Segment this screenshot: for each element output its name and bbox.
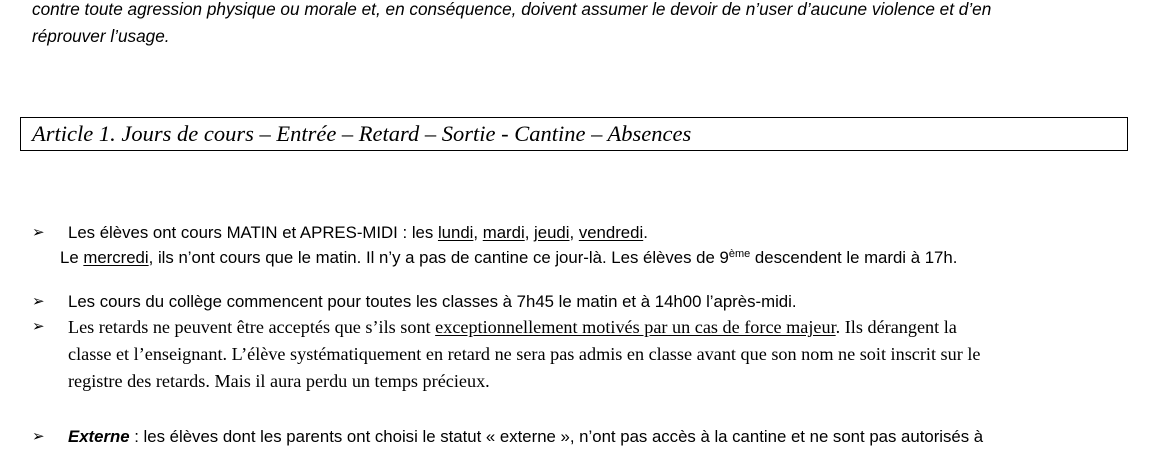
hours-line: Les cours du collège commencent pour toutes les classes à 7h45 le matin et à 14h00 l’après-midi. [68, 292, 797, 311]
days-line-2-prefix: Le [60, 248, 84, 267]
bullet-arrow-icon: ➢ [32, 224, 45, 241]
day-lundi: lundi [437, 223, 474, 242]
days-line-2-text: , ils n’ont cours que le matin. Il n’y a pas de cantine ce jour-là. Les élèves de 9 [148, 248, 729, 267]
days-prefix: Les élèves ont cours MATIN et APRES-MIDI : les [68, 223, 438, 242]
day-mardi: mardi [482, 223, 525, 242]
intro-paragraph [32, 0, 1142, 50]
intro-line-1: contre toute agression physique ou morale et, en conséquence, doivent assumer le devoir de n’user d’aucune violence et d’en [32, 0, 992, 19]
days-line-2-end: descendent le mardi à 17h. [750, 248, 958, 267]
days-line-1 [68, 222, 648, 244]
days-separator: , [524, 223, 535, 242]
bullet-arrow-icon: ➢ [32, 318, 45, 335]
article-heading-box [20, 117, 1128, 151]
lateness-line-1 [68, 316, 957, 338]
external-line [68, 426, 983, 448]
lateness-underlined: exceptionnellement motivés par un cas de force majeur [435, 317, 836, 337]
intro-line-2: réprouver l’usage. [32, 26, 170, 46]
bullet-arrow-icon: ➢ [32, 293, 45, 310]
ordinal-superscript: ème [728, 248, 751, 260]
lateness-line-2: classe et l’enseignant. L’élève systématiquement en retard ne sera pas admis en classe avant que son nom ne soit inscrit sur le [68, 344, 981, 364]
days-separator: , [473, 223, 483, 242]
external-label: Externe [68, 427, 130, 446]
external-text: : les élèves dont les parents ont choisi le statut « externe », n’ont pas accès à la cantine et ne sont pas autorisés à [129, 427, 984, 446]
days-separator: , [569, 223, 579, 242]
days-line-2 [60, 247, 957, 269]
days-end: . [643, 223, 648, 242]
day-mercredi: mercredi [83, 248, 149, 267]
article-title: Article 1. Jours de cours – Entrée – Retard – Sortie - Cantine – Absences [32, 121, 692, 146]
lateness-prefix: Les retards ne peuvent être acceptés que s’ils sont [68, 317, 436, 337]
lateness-line-3: registre des retards. Mais il aura perdu un temps précieux. [68, 371, 490, 391]
day-jeudi: jeudi [534, 223, 570, 242]
day-vendredi: vendredi [578, 223, 644, 242]
lateness-end: . Ils dérangent la [835, 317, 957, 337]
bullet-arrow-icon: ➢ [32, 428, 45, 445]
